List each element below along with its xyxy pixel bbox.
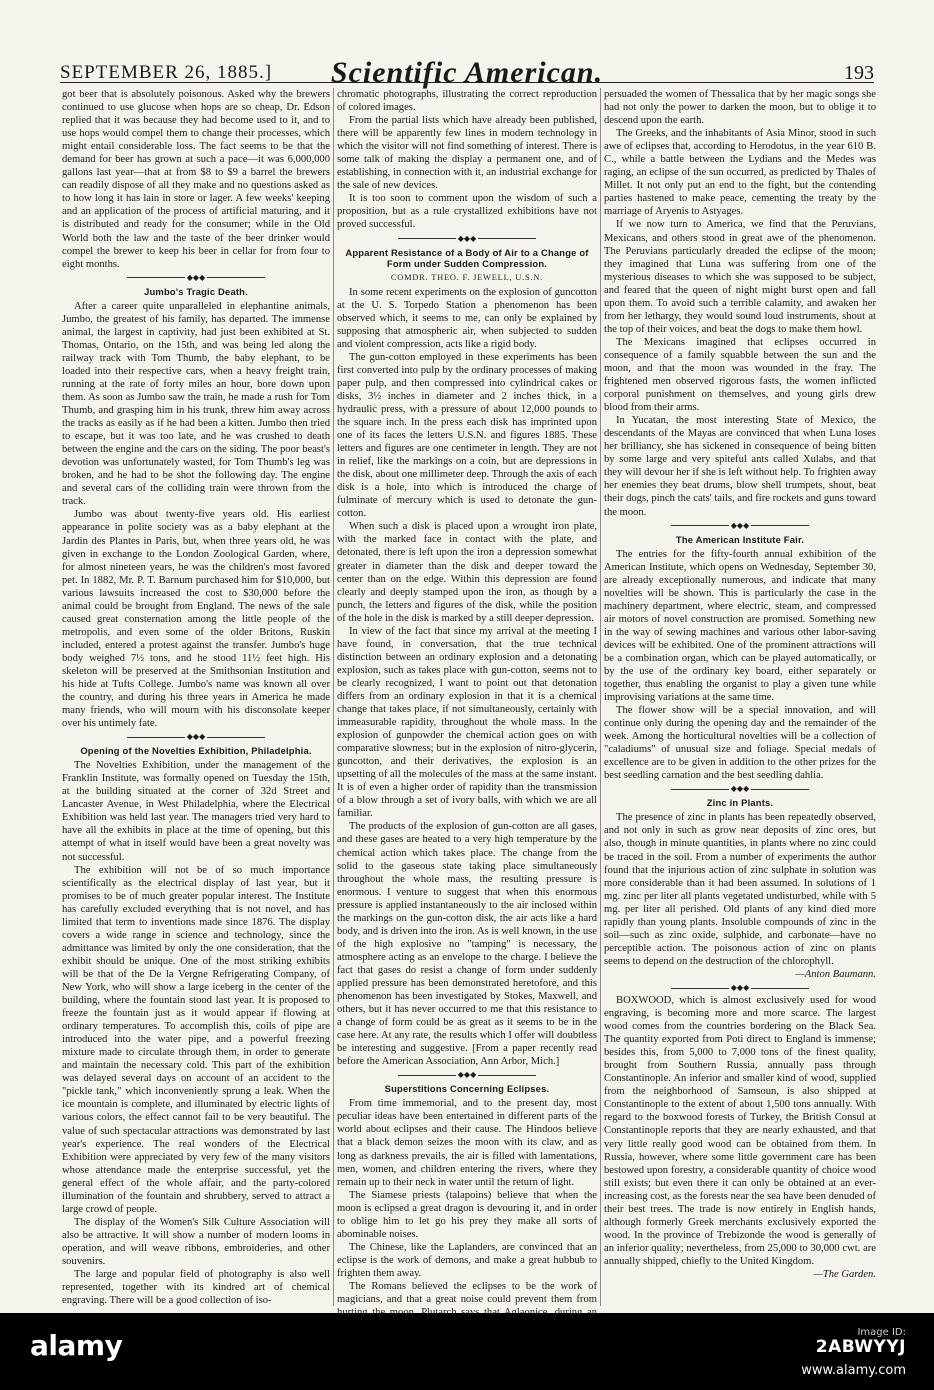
article-paragraph: The Siamese priests (talapoins) believe that when the moon is eclipsed a great dragon is devouring it, and in order to oblige him to let go his prey they make all sorts of abominable noises. xyxy=(337,1189,597,1240)
article-paragraph: BOXWOOD, which is almost exclusively used for wood engraving, is becoming more and more scarce. The largest wood comes from the countries bordering on the Black Sea. The quantity exported from Poti direct to England is immense; besides this, from 5,000 to 7,000 tons of the finest quality, brought from Southern Russia, annually pass through Constantinople. An inferior and smaller kind of wood, supplied from the neighborhood of Samsoun, is also shipped at Constantinople to the extent of about 1,500 tons annually. With regard to the boxwood forests of Turkey, the British Consul at Constantinople reports that they are nearly exhausted, and that very little really good wood can be obtained from them. In Russia, however, where some little government care has been bestowed upon forestry, a considerable quantity of choice wood still exists; but even there it can only be obtained at an ever-increasing cost, as the forests near the sea have been denuded of their best trees. The trade is now entirely in English hands, although formerly Greek merchants exclusively exported the wood. In the province of Trebizonde the wood is generally of an inferior quality; nevertheless, from 25,000 to 30,000 cwt. are annually shipped, chiefly to the United Kingdom. xyxy=(604,995,876,1267)
article-paragraph: The display of the Women's Silk Culture Association will also be attractive. It will show a number of modern looms in operation, and will weave ribbons, embroideries, and other souvenirs. xyxy=(62,1216,330,1267)
article-paragraph: The exhibition will not be of so much importance scientifically as the electrical display of last year, but it promises to be of much greater popular interest. The Institute has carefully excluded everything that is not novel, and has limited that term to inventions made since 1876. The display covers a wide range in science and technology, since the admittance was limited by only the one consideration, that the exhibit should be unique. One of the most striking exhibits will be that of the De la Vergne Refrigerating Company, of New York, who will show a large iceberg in the center of the building, where the fountain stood last year. It is proposed to freeze the fountain just as it would appear if flowing at ordinary temperatures. To accomplish this, coils of pipe are introduced into the water pipe, and a powerful freezing mixture made to circulate through them, in order to generate and maintain the necessary cold. This part of the exhibition was delayed several days on account of an accident to the "pickle tank," which inconveniently sprung a leak. When the ice mountain is complete, and illuminated by electric lights of various colors, the effect cannot fail to be very beautiful. The value of such spectacular attractions was demonstrated by last year's experience. The real wonders of the Electrical Exhibition were appreciated by very few of the many visitors whose attendance made the enterprise successful, yet the general effect of the whole affair, and the party-colored illumination of the fountain and shrubbery, served to attract a large crowd of people. xyxy=(62,864,330,1215)
section-ornament: ◆◆◆ xyxy=(62,732,330,742)
article-heading-jumbo: Jumbo's Tragic Death. xyxy=(144,285,248,297)
article-paragraph: It is too soon to comment upon the wisdom of such a proposition, but as a rule crystallized exhibitions have not proved successful. xyxy=(337,193,597,231)
article-paragraph: The large and popular field of photography is also well represented, together with its kindred art of chemical engraving. There will be a good collection of iso- xyxy=(62,1269,330,1307)
article-paragraph: The flower show will be a special innovation, and will continue only during the opening day and the remainder of the week. Among the horticultural novelties will be a collection of "caladiums" of unusual size and foliage. Special medals of excellence are to be given in addition to the other prizes for the best seedling carnation and the best seedling dahlia. xyxy=(604,705,876,782)
site-url: www.alamy.com xyxy=(801,1363,906,1378)
article-heading-fair: The American Institute Fair. xyxy=(675,533,805,545)
section-ornament: ◆◆◆ xyxy=(337,1070,597,1080)
article-paragraph: The Novelties Exhibition, under the management of the Franklin Institute, was formally opened on Tuesday the 15th, at the building situated at the corner of 32d Street and Lancaster Avenue, in West Philadelphia, where the Electrical Exhibition was held last year. The managers tried very hard to have all the exhibits in place at the time of opening, but this attempt of what in itself would have been a great novelty was not successful. xyxy=(62,760,330,863)
article-paragraph: In some recent experiments on the explosion of guncotton at the U. S. Torpedo Station a phenomenon has been observed which, it seems to me, can only be explained by supposing that atmospheric air, when subjected to sudden and violent compression, acts like a rigid body. xyxy=(337,286,597,350)
article-paragraph: persuaded the women of Thessalica that by her magic songs she had not only the power to darken the moon, but to oblige it to descend upon the earth. xyxy=(604,89,876,127)
article-paragraph: The Mexicans imagined that eclipses occurred in consequence of a family squabble between the sun and the moon, and that the moon was wounded in the fray. The frightened men observed rigorous fasts, the women inflicted corporal punishment on themselves, and young girls drew blood from their arms. xyxy=(604,336,876,414)
column-2 xyxy=(337,88,597,1306)
article-paragraph: got beer that is absolutely poisonous. Asked why the brewers continued to use glucose when hops are so cheap, Dr. Edson replied that it was because they had become used to it, and to use hops would compel them to change their processes, which might entail considerable loss. The fact seems to be that the demand for beer has grown at such a pace—it was 6,000,000 gallons last year—that at from $8 to $9 a barrel the brewers can readily dispose of all they make and no questions asked as to how long it has lain in store or lager. A few weeks' keeping and an application of the process of artificial maturing, and it is distributed and ready for the consumer; while in the Old World both the law and the taste of the beer drinker would compel the brewer to keep his beer in cellar for from four to eight months. xyxy=(62,89,330,270)
article-heading-novelties: Opening of the Novelties Exhibition, Philadelphia. xyxy=(80,745,312,757)
article-heading-zinc: Zinc in Plants. xyxy=(706,797,774,809)
image-id-value: 2ABWYYJ xyxy=(815,1337,906,1357)
column-divider xyxy=(333,88,334,1306)
article-byline: COMDR. THEO. F. JEWELL, U.S.N. xyxy=(390,272,544,282)
article-source: —Anton Baumann. xyxy=(795,968,876,980)
section-ornament: ◆◆◆ xyxy=(604,983,876,993)
watermark-footer xyxy=(0,1313,934,1390)
article-paragraph: The Chinese, like the Laplanders, are convinced that an eclipse is the work of demons, and make a great hubbub to frighten them away. xyxy=(337,1241,597,1279)
article-paragraph: The entries for the fifty-fourth annual exhibition of the American Institute, which opens on Wednesday, September 30, are already exceptionally numerous, and indicate that many novelties will be shown. This is particularly the case in the machinery department, where electric, steam, and compressed air motors of novel construction are promised. Something new in the way of sewing machines and various other labor-saving devices will be exhibited. One of the prominent attractions will be a combination organ, which can be played automatically, or by the use of the ordinary key board, either separately or together, thus enabling the organist to play a given tune while improvising variations at the same time. xyxy=(604,548,876,704)
column-3 xyxy=(604,88,876,1306)
article-paragraph: The presence of zinc in plants has been repeatedly observed, and not only in such as grow near deposits of zinc ores, but also, though in minute quantities, in plants where no zinc could be traced in the soil. From a number of experiments the author found that the injurious action of zinc sulphate in solution was more considerable than it had been assumed. In solutions of 1 mg. zinc per liter all plants vegetated undisturbed, while with 5 mg. per liter all perished. Old plants of any kind died more rapidly than young plants. Insoluble compounds of zinc in the soil—such as zinc oxide, sulphide, and carbonate—have no perceptible action. The poisonous action of zinc on plants seems to depend on the destruction of the chlorophyll. xyxy=(604,812,876,967)
column-divider xyxy=(600,88,601,1306)
article-paragraph: The Greeks, and the inhabitants of Asia Minor, stood in such awe of eclipses that, according to Herodotus, in the year 610 B. C., while a battle between the Lydians and the Medes was raging, an eclipse of the sun occurred, as predicted by Thales of Millet. It not only put an end to the fight, but the contending parties hastened to make peace, cementing the treaty by the marriage of Aryenis to Astyages. xyxy=(604,128,876,218)
article-paragraph: In Yucatan, the most interesting State of Mexico, the descendants of the Mayas are convinced that when Luna loses her brilliancy, she has sickened in consequence of being bitten by some large and very spiteful ants called Xulabs, and that they will devour her if she is left without help. To frighten away her enemies they beat drums, blow shell trumpets, shout, beat their dogs, pinch the cats' tails, and fire rockets and guns toward the moon. xyxy=(604,415,876,518)
section-ornament: ◆◆◆ xyxy=(337,234,597,244)
article-heading-eclipses: Superstitions Concerning Eclipses. xyxy=(384,1083,550,1095)
issue-date: SEPTEMBER 26, 1885.] xyxy=(60,62,273,83)
image-id-block xyxy=(816,1325,906,1355)
article-paragraph: If we now turn to America, we find that the Peruvians, Mexicans, and others stood in great awe of the phenomenon. The Peruvians particularly dreaded the eclipse of the moon; they imagined that Luna was suffering from one of the mysterious diseases to which she was supposed to be subject, and feared that the queen of night might burst open and fall upon them. To avoid such a terrible calamity, and awaken her from her lethargy, they would sound loud instruments, shout at the top of their voices, and beat the dogs to make them howl. xyxy=(604,219,876,335)
article-source: —The Garden. xyxy=(813,1268,876,1280)
section-ornament: ◆◆◆ xyxy=(604,521,876,531)
article-paragraph: chromatic photographs, illustrating the correct reproduction of colored images. xyxy=(337,89,597,114)
article-paragraph: Jumbo was about twenty-five years old. His earliest appearance in polite society was as a baby elephant at the Jardin des Plantes in Paris, but, when three years old, he was given in exchange to the London Zoological Garden, where, for almost nineteen years, he was the children's most favored pet. In 1882, Mr. P. T. Barnum purchased him for $10,000, but various lawsuits increased the cost to $30,000 before the animal could be brought from England. The news of the sale caused great consternation among the little people of the metropolis, and even some of the older Britons, Ruskin included, entered a protest against the transfer. Jumbo's huge body weighed 7½ tons, and he stood 11½ feet high. His skeleton will be preserved at the Smithsonian Institution and his hide at Tufts College. Jumbo's name was known all over the country, and during his three years in America he made many friends, who will mourn with his disconsolate keeper over his untimely fate. xyxy=(62,509,330,730)
article-paragraph: When such a disk is placed upon a wrought iron plate, with the marked face in contact with the plate, and detonated, there is left upon the iron a depression somewhat greater in diameter than the disk and deeper toward the center than on the edge. Within this depression are found clearly and deeply stamped upon the iron, as though by a punch, the letters and figures of the disk, while the position of the hole in the disk is marked by a still deeper depression. xyxy=(337,521,597,624)
article-paragraph: From the partial lists which have already been published, there will be apparently few lines in modern technology in which the visitor will not find something of interest. There is some talk of making the display a permanent one, and of establishing, in connection with it, an industrial exchange for the sale of new devices. xyxy=(337,115,597,192)
article-paragraph: The products of the explosion of gun-cotton are all gases, and these gases are heated to a very high temperature by the chemical action which takes place. The change from the solid to the gaseous state taking place simultaneously throughout the whole mass, the resulting pressure is enormous. I venture to suggest that when this enormous pressure is applied instantaneously to the air inclosed within the markings on the gun-cotton disk, the air acts like a hard body, and is driven into the iron. As is well known, in the use of the high explosive no "tamping" is necessary, the atmosphere acting as an envelope to the charge. I believe the fact that gases do resist a change of form under suddenly applied pressure has been demonstrated heretofore, and this phenomenon has been investigated by Stokes, Maxwell, and others, but it has never occurred to me that this resistance to a change of form could be as great as it seems to be in the case here. At any rate, the results which I offer will doubtless be interesting and suggestive. [From a paper recently read before the American Association, Ann Arbor, Mich.] xyxy=(337,821,597,1068)
article-paragraph: The gun-cotton employed in these experiments has been first converted into pulp by the ordinary processes of making paper pulp, and then compressed into cylindrical cakes or disks, 3½ inches in diameter and 2 inches thick, in a hydraulic press, with a pressure of about 12,000 pounds to the square inch. In the press each disk has imprinted upon one of its faces the letters U.S.N. and figures 1885. These letters and figures are one centimeter in length. They are not in relief, like the markings on a coin, but are depressions in the disk, about one millimeter deep. Through the axis of each disk is a hole, into which is introduced the charge of fulminate of mercury which is used to detonate the gun-cotton. xyxy=(337,351,597,520)
article-paragraph: After a career quite unparalleled in elephantine animals, Jumbo, the greatest of his family, has departed. The immense animal, the largest in captivity, had just been exhibited at St. Thomas, Ontario, on the 15th, and was being led along the railway track with Tom Thumb, the baby elephant, to be loaded into their respective cars, when a heavy freight train, running at the rate of forty miles an hour, bore down upon them. As soon as Jumbo saw the train, he made a rush for Tom Thumb, and grasping him in his trunk, threw him away across the tracks as easily as if he had been a kitten. Jumbo then tried to escape, but it was too late, and he was crushed to death between the engine and the cars on the siding. The poor beast's devotion was unfortunately wasted, for Tom Thumb's leg was broken, and he had to be shot the following day. The engine and several cars of the colliding train were thrown from the track. xyxy=(62,300,330,508)
alamy-logo: alamy xyxy=(30,1329,123,1362)
image-id-label: Image ID: xyxy=(857,1327,906,1338)
article-heading-air: Apparent Resistance of a Body of Air to a Change of Form under Sudden Compression. xyxy=(345,246,589,269)
header-rule xyxy=(60,82,874,83)
section-ornament: ◆◆◆ xyxy=(604,784,876,794)
article-paragraph: In view of the fact that since my arrival at the meeting I have found, in conversation, that the true technical distinction between an ordinary explosion and a detonating explosion, such as takes place with gun-cotton, seems not to be clearly recognized, I want to point out that detonation differs from an ordinary explosion in that it is a chemical change that takes place, if not simultaneously, certainly with immeasurable rapidity, throughout the whole mass. In the explosion of gunpowder the chemical action goes on with comparative slowness; but in the explosion of nitro-glycerin, guncotton, and their derivatives, the explosion is an upsetting of all the molecules of the mass at the same instant. It is of even a higher order of rapidity than the transmission of a blow through a set of ivory balls, with which we are all familiar. xyxy=(337,625,597,820)
publication-title: Scientific American. xyxy=(330,56,604,89)
column-1 xyxy=(62,88,330,1306)
page-number: 193 xyxy=(844,62,874,84)
article-paragraph: The Romans believed the eclipses to be the work of magicians, and that a great noise could prevent them from xyxy=(337,1280,597,1306)
section-ornament: ◆◆◆ xyxy=(62,273,330,283)
article-paragraph: From time immemorial, and to the present day, most peculiar ideas have been entertained in different parts of the world about eclipses and their cause. The Hindoos believe that a black demon seizes the moon with its claw, and as long as darkness prevails, the air is filled with lamentations, men, women, and children entering the rivers, where they remain up to their neck in water until the return of light. xyxy=(337,1098,597,1188)
